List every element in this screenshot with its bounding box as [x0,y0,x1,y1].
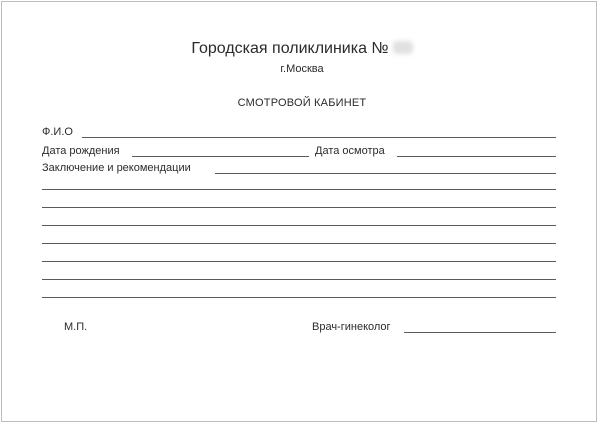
form-page [1,1,597,422]
doctor-signature-line [404,332,556,333]
conclusion-blank-line [42,261,556,262]
birth-date-label: Дата рождения [42,145,120,157]
doctor-label: Врач-гинеколог [312,321,391,333]
conclusion-blank-line [42,207,556,208]
redacted-clinic-number [393,41,413,54]
exam-date-label: Дата осмотра [315,145,385,157]
exam-date-line [397,156,556,157]
clinic-name: Городская поликлиника № [191,40,389,57]
birth-date-line [132,156,309,157]
conclusion-blank-line [42,297,556,298]
conclusion-blank-line [42,225,556,226]
conclusion-blank-line [42,243,556,244]
fio-label: Ф.И.О [42,126,73,138]
city-label: г.Москва [280,63,324,75]
clinic-title-row [2,40,600,58]
fio-line [82,137,556,138]
cabinet-title: СМОТРОВОЙ КАБИНЕТ [237,97,367,109]
conclusion-blank-line [42,189,556,190]
stamp-label: М.П. [64,321,88,333]
conclusion-label: Заключение и рекомендации [42,162,191,174]
conclusion-line [215,173,556,174]
conclusion-blank-line [42,279,556,280]
